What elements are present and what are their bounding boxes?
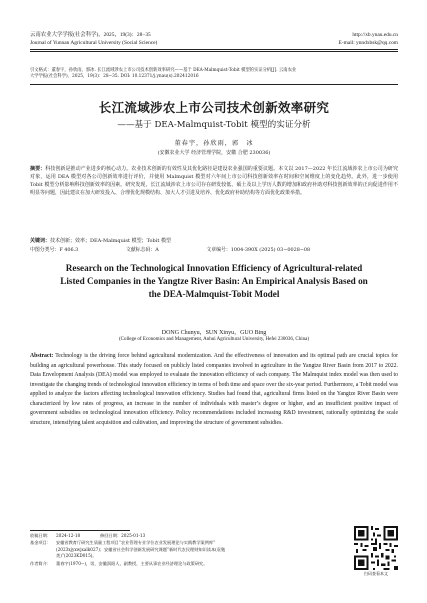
document-code: 文献标志码：A — [125, 247, 159, 253]
citation-line-1: 引文格式：董春宇，孙欣雨，郭冰. 长江流域涉农上市公司技术创新效率研究——基于 DEA-Malmquist-Tobit 模型的实证分析[J]. 云南农业 — [30, 68, 297, 73]
clc-number: 中图分类号：F 406.3 — [30, 247, 79, 253]
citation-rule — [30, 84, 398, 85]
header-rule — [30, 49, 398, 50]
journal-name-en: Journal of Yunnan Agricultural University (Social Science) — [30, 40, 158, 46]
citation-line-2: 大学学报(社会科学)，2025，19(3)：28−35. DOI: 10.12371/j.ynau(s).202412016 — [30, 74, 199, 80]
fund-line-2: (2023xjyxwjxalk027)；安徽省社会科学创新发展研究课题“新时代农民理财知识读本(袁勉 — [56, 546, 226, 552]
qr-code-icon[interactable] — [354, 526, 398, 570]
footnote-rule — [30, 530, 130, 531]
fund-label: 基金项目： — [30, 540, 51, 545]
journal-website[interactable]: http://xb.ynau.edu.cn — [352, 32, 398, 38]
affiliation-cn: (安徽农业大学 经济管理学院，安徽 合肥 230036) — [157, 150, 271, 156]
received-date: 2024-12-18 — [56, 533, 81, 538]
abstract-text-cn: 科技创新是推动产业进步的核心动力。农业技术创新的有效性及其优化路径是建设农业强国的重要议题。本文以 2017—2022 年长江流域涉农上市公司为研究对象，运用 DEA 模型对各公司创新效率进行评价，并使用 Malmquist 模型对六年间上市公司科技创新效率在时间和空间维度上的变化趋势。此外，进一步使用 Tobit 模型分析影响科技创新效率的因素。研究发现，长江流域涉农上市公司存在研发较低、硕士及以上学历人数的增加和政府补助对科技创新效率的正向促进作用不明显等问题，因此建议在加大研发投入、合理优化规模结构、加大人才引进及培养、优化政府补助结构等方面优化政策举措。 — [30, 166, 398, 196]
footnote-author — [30, 561, 340, 568]
affiliation-en: (College of Economics and Management, Anhui Agricultural University, Hefei 230036, China) — [118, 337, 310, 342]
classification-line — [30, 246, 398, 254]
article-title-en: Research on the Technological Innovation Efficiency of Agricultural-related Listed Companies in the Yangtze River Basin: An Empirical Analysis Based on the DEA-Malmquist-Tobit Model — [60, 263, 368, 300]
authors-en: DONG Chunyu，SUN Xinyu，GUO Bing — [161, 330, 267, 336]
abstract-label-cn: 摘要： — [30, 166, 46, 172]
received-label: 收稿日期： — [30, 533, 51, 538]
author-bio-label: 作者简介： — [30, 561, 51, 566]
journal-name-cn: 云南农业大学学报(社会科学)，2025，19(3)：28−35 — [30, 32, 151, 38]
abstract-cn — [30, 165, 398, 197]
keywords-cn — [30, 237, 398, 245]
article-subtitle-cn: ——基于 DEA-Malmquist-Tobit 模型的实证分析 — [117, 120, 311, 130]
footnote-received — [30, 533, 340, 540]
authors-cn: 董春宇，孙欣雨，郭 冰 — [174, 140, 254, 147]
revised-date: 修回日期：2025-01-13 — [100, 533, 146, 538]
fund-line-3: 类)”(2023KD015)。 — [56, 553, 97, 558]
article-number: 文章编号：1004-390X (2025) 03−0028−08 — [206, 247, 311, 253]
keywords-text-cn: 技术创新；效率；DEA-Malmquist 模型；Tobit 模型 — [50, 238, 171, 244]
journal-email[interactable]: E-mail: ynndxbsk@qq.com — [338, 40, 398, 46]
abstract-en — [30, 352, 398, 428]
citation-format — [30, 68, 398, 80]
header-rule-thin — [30, 51, 398, 52]
qr-caption: 扫码查看本文 — [364, 571, 388, 576]
abstract-text-en: Technology is the driving force behind agricultural modernization. And the effectiveness of innovation and its optimal path are crucial topics for building an agricultural powerhouse. This study focused on publicly listed companies involved in agriculture in the Yangtze River Basin from 2017 to 2022. Data Envelopment Analysis (DEA) model was employed to evaluate the innovation efficiency of each company. The Malmquist index model was then used to investigate the changing trends of technological innovation efficiency in terms of both time and space over the six-year period. Furthermore, a Tobit model was applied to analyze the factors affecting technological innovation efficiency. Studies had found that, agricultural firms listed on the Yangtze River Basin were characterized by low rates of progress, an increase in the number of individuals with master’s degree or higher, and an insufficient positive impact of government subsidies on technological innovation efficiency. Policy recommendations included increasing R&D investment, rationally optimizing the scale structure, intensifying talent acquisition and cultivation, and improving the structure of government subsidies. — [30, 353, 398, 426]
article-title-cn: 长江流域涉农上市公司技术创新效率研究 — [98, 100, 330, 115]
fund-line-1: 安徽省教育厅研究生质量工程项目“农业管理专业学位农业发展理论与实践教学案例库” — [56, 540, 216, 545]
keywords-label-cn: 关键词： — [30, 238, 51, 244]
footnote-fund — [30, 540, 340, 560]
abstract-label-en: Abstract: — [30, 353, 54, 359]
author-bio: 董春宇(1970−)，男，安徽涡阳人，副教授，主要从事农业经济理论与政策研究。 — [56, 561, 208, 566]
